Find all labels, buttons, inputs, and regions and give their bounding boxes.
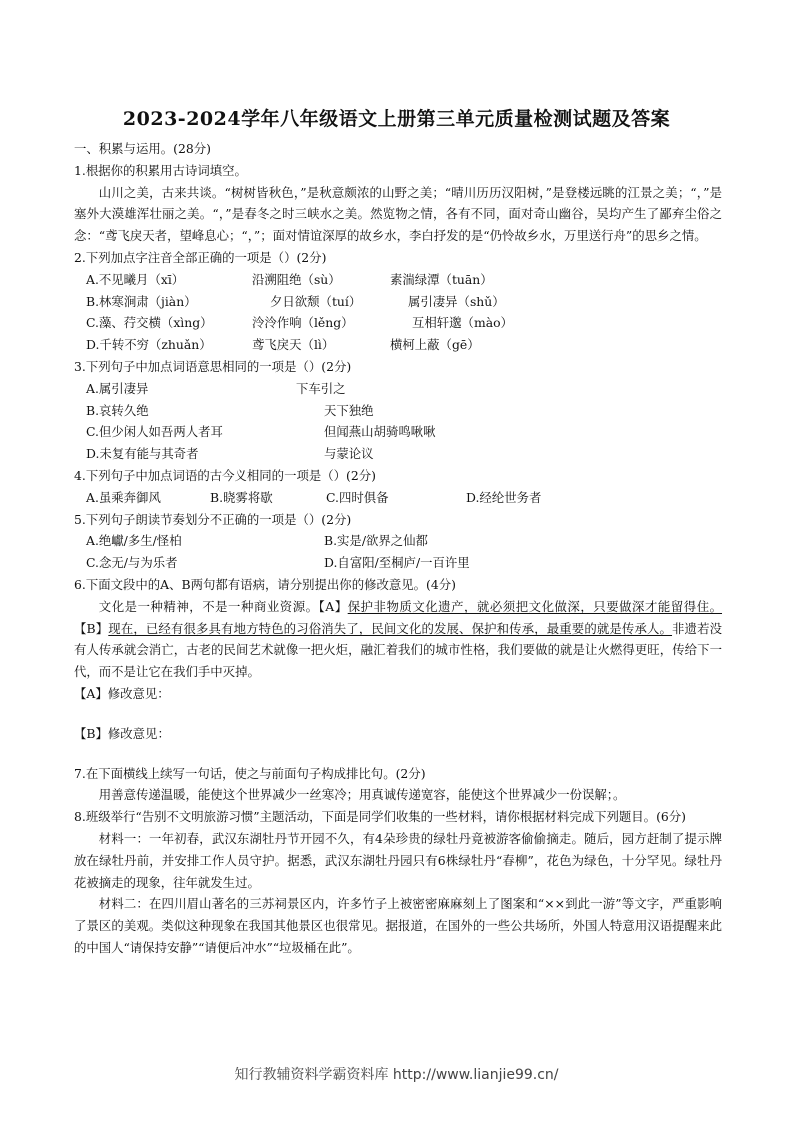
question-2-option-a: A.不见曦月（xī） 沿溯阻绝（sù） 素湍绿潭（tuān） bbox=[86, 271, 493, 287]
document-body bbox=[74, 138, 722, 959]
material-one: 材料一：一年初春，武汉东湖牡丹节开园不久，有4朵珍贵的绿牡丹竟被游客偷偷摘走。随后，园方赶制了提示牌放在绿牡丹前，并安排工作人员守护。据悉，武汉东湖牡丹园只有6株绿牡丹“春柳”，花色为绿色，十分罕见。绿牡丹花被摘走的现象，往年就发生过。 bbox=[74, 830, 722, 890]
question-1-stem: 1.根据你的积累用古诗词填空。 bbox=[74, 162, 247, 178]
question-5-option-cd: C.念无/与为乐者 D.自富阳/至桐庐/一百许里 bbox=[86, 555, 470, 571]
question-4-stem: 4.下列句子中加点词语的古今义相同的一项是（）(2分) bbox=[74, 467, 376, 483]
sentence-a: 保护非物质文化遗产，就必须把文化做深，只要做深才能留得住。 bbox=[347, 598, 723, 614]
material-two: 材料二：在四川眉山著名的三苏祠景区内，许多竹子上被密密麻麻刻上了图案和“××到此一游”等文字，严重影响了景区的美观。类似这种现象在我国其他景区也很常见。据报道，在国外的一些公共场所，外国人特意用汉语提醒来此的中国人“请保持安静”“请便后冲水”“垃圾桶在此”。 bbox=[74, 896, 722, 955]
question-7-stem: 7.在下面横线上续写一句话，使之与前面句子构成排比句。(2分) bbox=[74, 765, 426, 781]
question-4-options: A.虽乘奔御风 B.晓雾将歇 C.四时俱备 D.经纶世务者 bbox=[86, 489, 542, 505]
question-3-option-b: B.哀转久绝 天下独绝 bbox=[86, 402, 374, 418]
question-2-option-c: C.藻、荇交横（xìng） 泠泠作响（lěng） 互相轩邈（mào） bbox=[86, 315, 513, 331]
question-2-option-b: B.林寒涧肃（jiàn） 夕日欲颓（tuí） 属引凄异（shǔ） bbox=[86, 293, 505, 309]
question-8-stem: 8.班级举行“告别不文明旅游习惯”主题活动，下面是同学们收集的一些材料，请你根据材料完成下列题目。(6分) bbox=[74, 809, 687, 825]
question-3-option-c: C.但少闲人如吾两人者耳 但闻燕山胡骑鸣啾啾 bbox=[86, 424, 436, 440]
question-7-paragraph: 用善意传递温暖，能使这个世界减少一丝寒冷；用真诚传递宽容，能使这个世界减少一份误解；。 bbox=[98, 787, 626, 803]
document-title: 2023-2024学年八年级语文上册第三单元质量检测试题及答案 bbox=[122, 108, 671, 130]
page-footer: 知行教辅资料学霸资料库 http://www.lianjie99.cn/ bbox=[234, 1067, 559, 1083]
question-5-stem: 5.下列句子朗读节奏划分不正确的一项是（）(2分) bbox=[74, 511, 352, 527]
section-heading: 一、积累与运用。(28分) bbox=[74, 141, 211, 156]
question-1-paragraph: 山川之美，古来共谈。“树树皆秋色，”是秋意颇浓的山野之美；“晴川历历汉阳树，”是登楼远眺的江景之美；“，”是塞外大漠雄浑壮丽之美。“，”是春冬之时三峡水之美。然览物之情，各有不同，面对奇山幽谷，吴均产生了鄙弃尘俗之念：“鸢飞戾天者，望峰息心；“，”；面对情谊深厚的故乡水，李白抒发的是“仍怜故乡水，万里送行舟”的思乡之情。 bbox=[74, 184, 722, 244]
question-3-stem: 3.下列句子中加点词语意思相同的一项是（）(2分) bbox=[74, 358, 352, 374]
question-5-option-ab: A.绝巘/多生/怪柏 B.实是/欲界之仙都 bbox=[86, 533, 428, 549]
question-6-paragraph: 文化是一种精神，不是一种商业资源。【A】保护非物质文化遗产，就必须把文化做深，只要做深才能留得住。【B】现在，已经有很多具有地方特色的习俗消失了，民间文化的发展、保护和传承，最重要的就是传承人。非遗若没有人传承就会消亡，古老的民间艺术就像一把火炬，融汇着我们的城市性格，我们要做的就是让火燃得更旺，传给下一代，而不是让它在我们手中灭掉。 bbox=[74, 598, 723, 680]
question-6-stem: 6.下面文段中的A、B两句都有语病，请分别提出你的修改意见。(4分) bbox=[74, 576, 456, 592]
question-2-option-d: D.千转不穷（zhuǎn） 鸢飞戾天（lì） 横柯上蔽（gē） bbox=[86, 337, 480, 353]
answer-a-label: 【A】修改意见： bbox=[74, 685, 170, 701]
answer-b-label: 【B】修改意见： bbox=[74, 725, 170, 741]
question-3-option-a: A.属引凄异 下车引之 bbox=[86, 380, 346, 396]
question-2-stem: 2.下列加点字注音全部正确的一项是（）(2分) bbox=[74, 249, 327, 265]
sentence-b: 现在，已经有很多具有地方特色的习俗消失了，民间文化的发展、保护和传承，最重要的就是传承人。 bbox=[108, 620, 673, 636]
question-3-option-d: D.未复有能与其奇者 与蒙论议 bbox=[86, 446, 374, 462]
